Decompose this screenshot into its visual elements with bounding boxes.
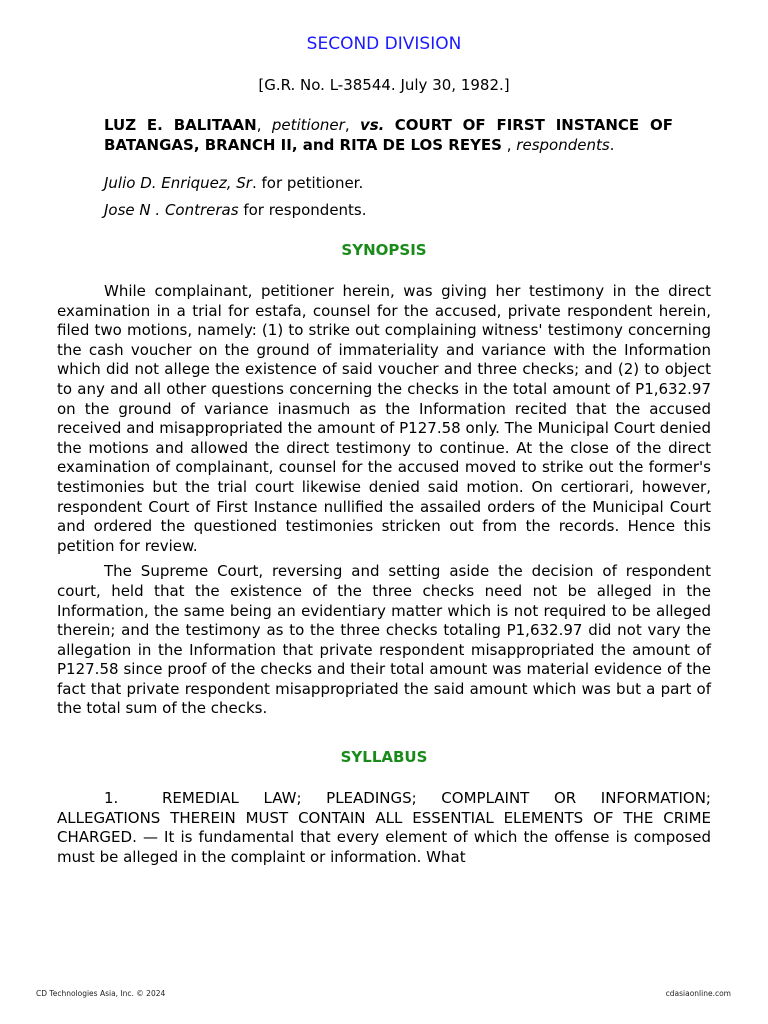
respondent-counsel-name: Jose N . Contreras [104, 201, 239, 219]
counsel-block [104, 173, 711, 220]
syllabus-item-number: 1. [104, 789, 119, 808]
case-number: [G.R. No. L-38544. July 30, 1982.] [258, 76, 510, 94]
respondent-role: respondents [516, 135, 610, 154]
petitioner-name: LUZ E. BALITAAN [104, 116, 257, 134]
petitioner-counsel-line [104, 173, 711, 193]
petitioner-counsel-name: Julio D. Enriquez, Sr [104, 174, 252, 192]
synopsis-paragraph: While complainant, petitioner herein, was giving her testimony in the direct examination in a trial for estafa, counsel for the accused, private respondent herein, filed two motions, namely: (1) to strike out complaining witness' testimony concerning the cash voucher on the ground of immateriality and variance with the Information which did not allege the existence of said voucher and three checks; and (2) to object to any and all other questions concerning the checks in the total amount of P1,632.97 on the ground of variance inasmuch as the Information recited that the accused received and misappropriated the amount of P127.58 only. The Municipal Court denied the motions and allowed the direct testimony to continue. At the close of the direct examination of complainant, counsel for the accused moved to strike out the former's testimonies but the trial court likewise denied said motion. On certiorari, however, respondent Court of First Instance nullified the assailed orders of the Municipal Court and ordered the questioned testimonies stricken out from the records. Hence this petition for review. [57, 282, 711, 555]
respondent-names: COURT OF FIRST INSTANCE OF BATANGAS, BRANCH II, and RITA DE LOS REYES [104, 116, 673, 154]
petitioner-role: petitioner [271, 116, 345, 134]
petitioner-counsel-suffix: . for petitioner. [251, 174, 364, 192]
footer-copyright: CD Technologies Asia, Inc. © 2024 [36, 989, 166, 998]
syllabus-heading: SYLLABUS [340, 748, 428, 767]
document-page [57, 32, 711, 867]
synopsis-paragraph: The Supreme Court, reversing and setting aside the decision of respondent court, held that the existence of the three checks need not be alleged in the Information, the same being an evidentiary matter which is not required to be alleged therein; and the testimony as to the three checks totaling P1,632.97 did not vary the allegation in the Information that private respondent misappropriated the amount of P127.58 since proof of the checks and their total amount was material evidence of the fact that private respondent misappropriated the said amount which was but a part of the total sum of the checks. [57, 562, 711, 718]
versus-label: vs. [359, 116, 385, 134]
division-heading: SECOND DIVISION [306, 34, 462, 54]
footer-site: cdasiaonline.com [665, 989, 731, 998]
synopsis-heading: SYNOPSIS [341, 241, 427, 259]
respondent-counsel-suffix: for respondents. [238, 201, 367, 219]
syllabus-item-text: REMEDIAL LAW; PLEADINGS; COMPLAINT OR INFORMATION; ALLEGATIONS THEREIN MUST CONTAIN ALL ESSENTIAL ELEMENTS OF THE CRIME CHARGED. — It is fundamental that every element of which the offense is composed must be alleged in the complaint or information. What [57, 789, 711, 866]
syllabus-item [57, 789, 711, 867]
respondent-counsel-line [104, 200, 711, 220]
case-parties: LUZ E. BALITAAN, petitioner, vs. COURT OF FIRST INSTANCE OF BATANGAS, BRANCH II, and RITA DE LOS REYES , respondents. [104, 116, 673, 154]
